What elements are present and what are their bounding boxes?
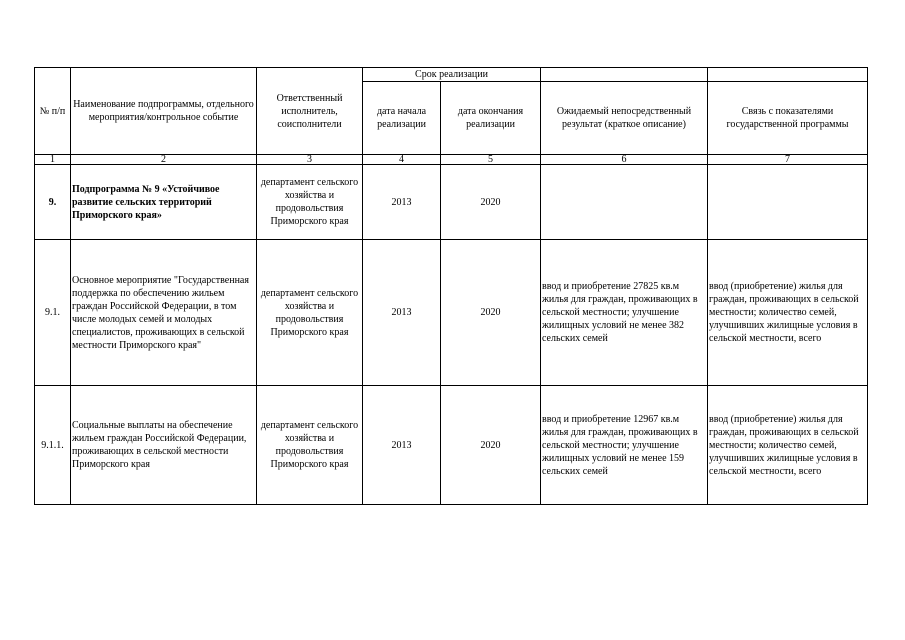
row-name: Подпрограмма № 9 «Устойчивое развитие сельских территорий Приморского края» xyxy=(71,165,257,240)
row-result: ввод и приобретение 12967 кв.м жилья для граждан, проживающих в сельской местности; улучшение жилищных условий не менее 159 сельских семей xyxy=(541,386,708,505)
row-end: 2020 xyxy=(441,386,541,505)
col-number: 2 xyxy=(71,155,257,165)
header-end: дата окончания реализации xyxy=(441,82,541,155)
column-numbers-row xyxy=(35,155,868,165)
header-num: № п/п xyxy=(35,68,71,155)
col-number: 6 xyxy=(541,155,708,165)
row-executor: департамент сельского хозяйства и продовольствия Приморского края xyxy=(257,165,363,240)
row-start: 2013 xyxy=(363,240,441,386)
col-number: 3 xyxy=(257,155,363,165)
row-start: 2013 xyxy=(363,386,441,505)
row-link: ввод (приобретение) жилья для граждан, проживающих в сельской местности; количество семей, улучшивших жилищные условия в сельской местности, всего xyxy=(708,240,868,386)
table-row xyxy=(35,386,868,505)
row-link: ввод (приобретение) жилья для граждан, проживающих в сельской местности; количество семей, улучшивших жилищные условия в сельской местности, всего xyxy=(708,386,868,505)
row-num: 9. xyxy=(35,165,71,240)
program-table xyxy=(34,67,868,505)
col-number: 7 xyxy=(708,155,868,165)
row-executor: департамент сельского хозяйства и продовольствия Приморского края xyxy=(257,240,363,386)
header-executor: Ответственный исполнитель, соисполнители xyxy=(257,68,363,155)
row-start: 2013 xyxy=(363,165,441,240)
row-end: 2020 xyxy=(441,240,541,386)
row-end: 2020 xyxy=(441,165,541,240)
header-start: дата начала реализации xyxy=(363,82,441,155)
col-number: 1 xyxy=(35,155,71,165)
header-link-top xyxy=(708,68,868,82)
header-result-top xyxy=(541,68,708,82)
header-name: Наименование подпрограммы, отдельного мероприятия/контрольное событие xyxy=(71,68,257,155)
header-result: Ожидаемый непосредственный результат (краткое описание) xyxy=(541,82,708,155)
col-number: 5 xyxy=(441,155,541,165)
header-period: Срок реализации xyxy=(363,68,541,82)
row-link xyxy=(708,165,868,240)
col-number: 4 xyxy=(363,155,441,165)
row-num: 9.1. xyxy=(35,240,71,386)
row-executor: департамент сельского хозяйства и продовольствия Приморского края xyxy=(257,386,363,505)
row-result xyxy=(541,165,708,240)
row-num: 9.1.1. xyxy=(35,386,71,505)
row-result: ввод и приобретение 27825 кв.м жилья для граждан, проживающих в сельской местности; улучшение жилищных условий не менее 382 сельских семей xyxy=(541,240,708,386)
table-row xyxy=(35,165,868,240)
header-row-top xyxy=(35,68,868,82)
table-row xyxy=(35,240,868,386)
header-link: Связь с показателями государственной программы xyxy=(708,82,868,155)
row-name: Социальные выплаты на обеспечение жильем граждан Российской Федерации, проживающих в сельской местности Приморского края xyxy=(71,386,257,505)
row-name: Основное мероприятие "Государственная поддержка по обеспечению жильем граждан Российской Федерации, в том числе молодых семей и молодых специалистов, проживающих в сельской местности Приморского края" xyxy=(71,240,257,386)
